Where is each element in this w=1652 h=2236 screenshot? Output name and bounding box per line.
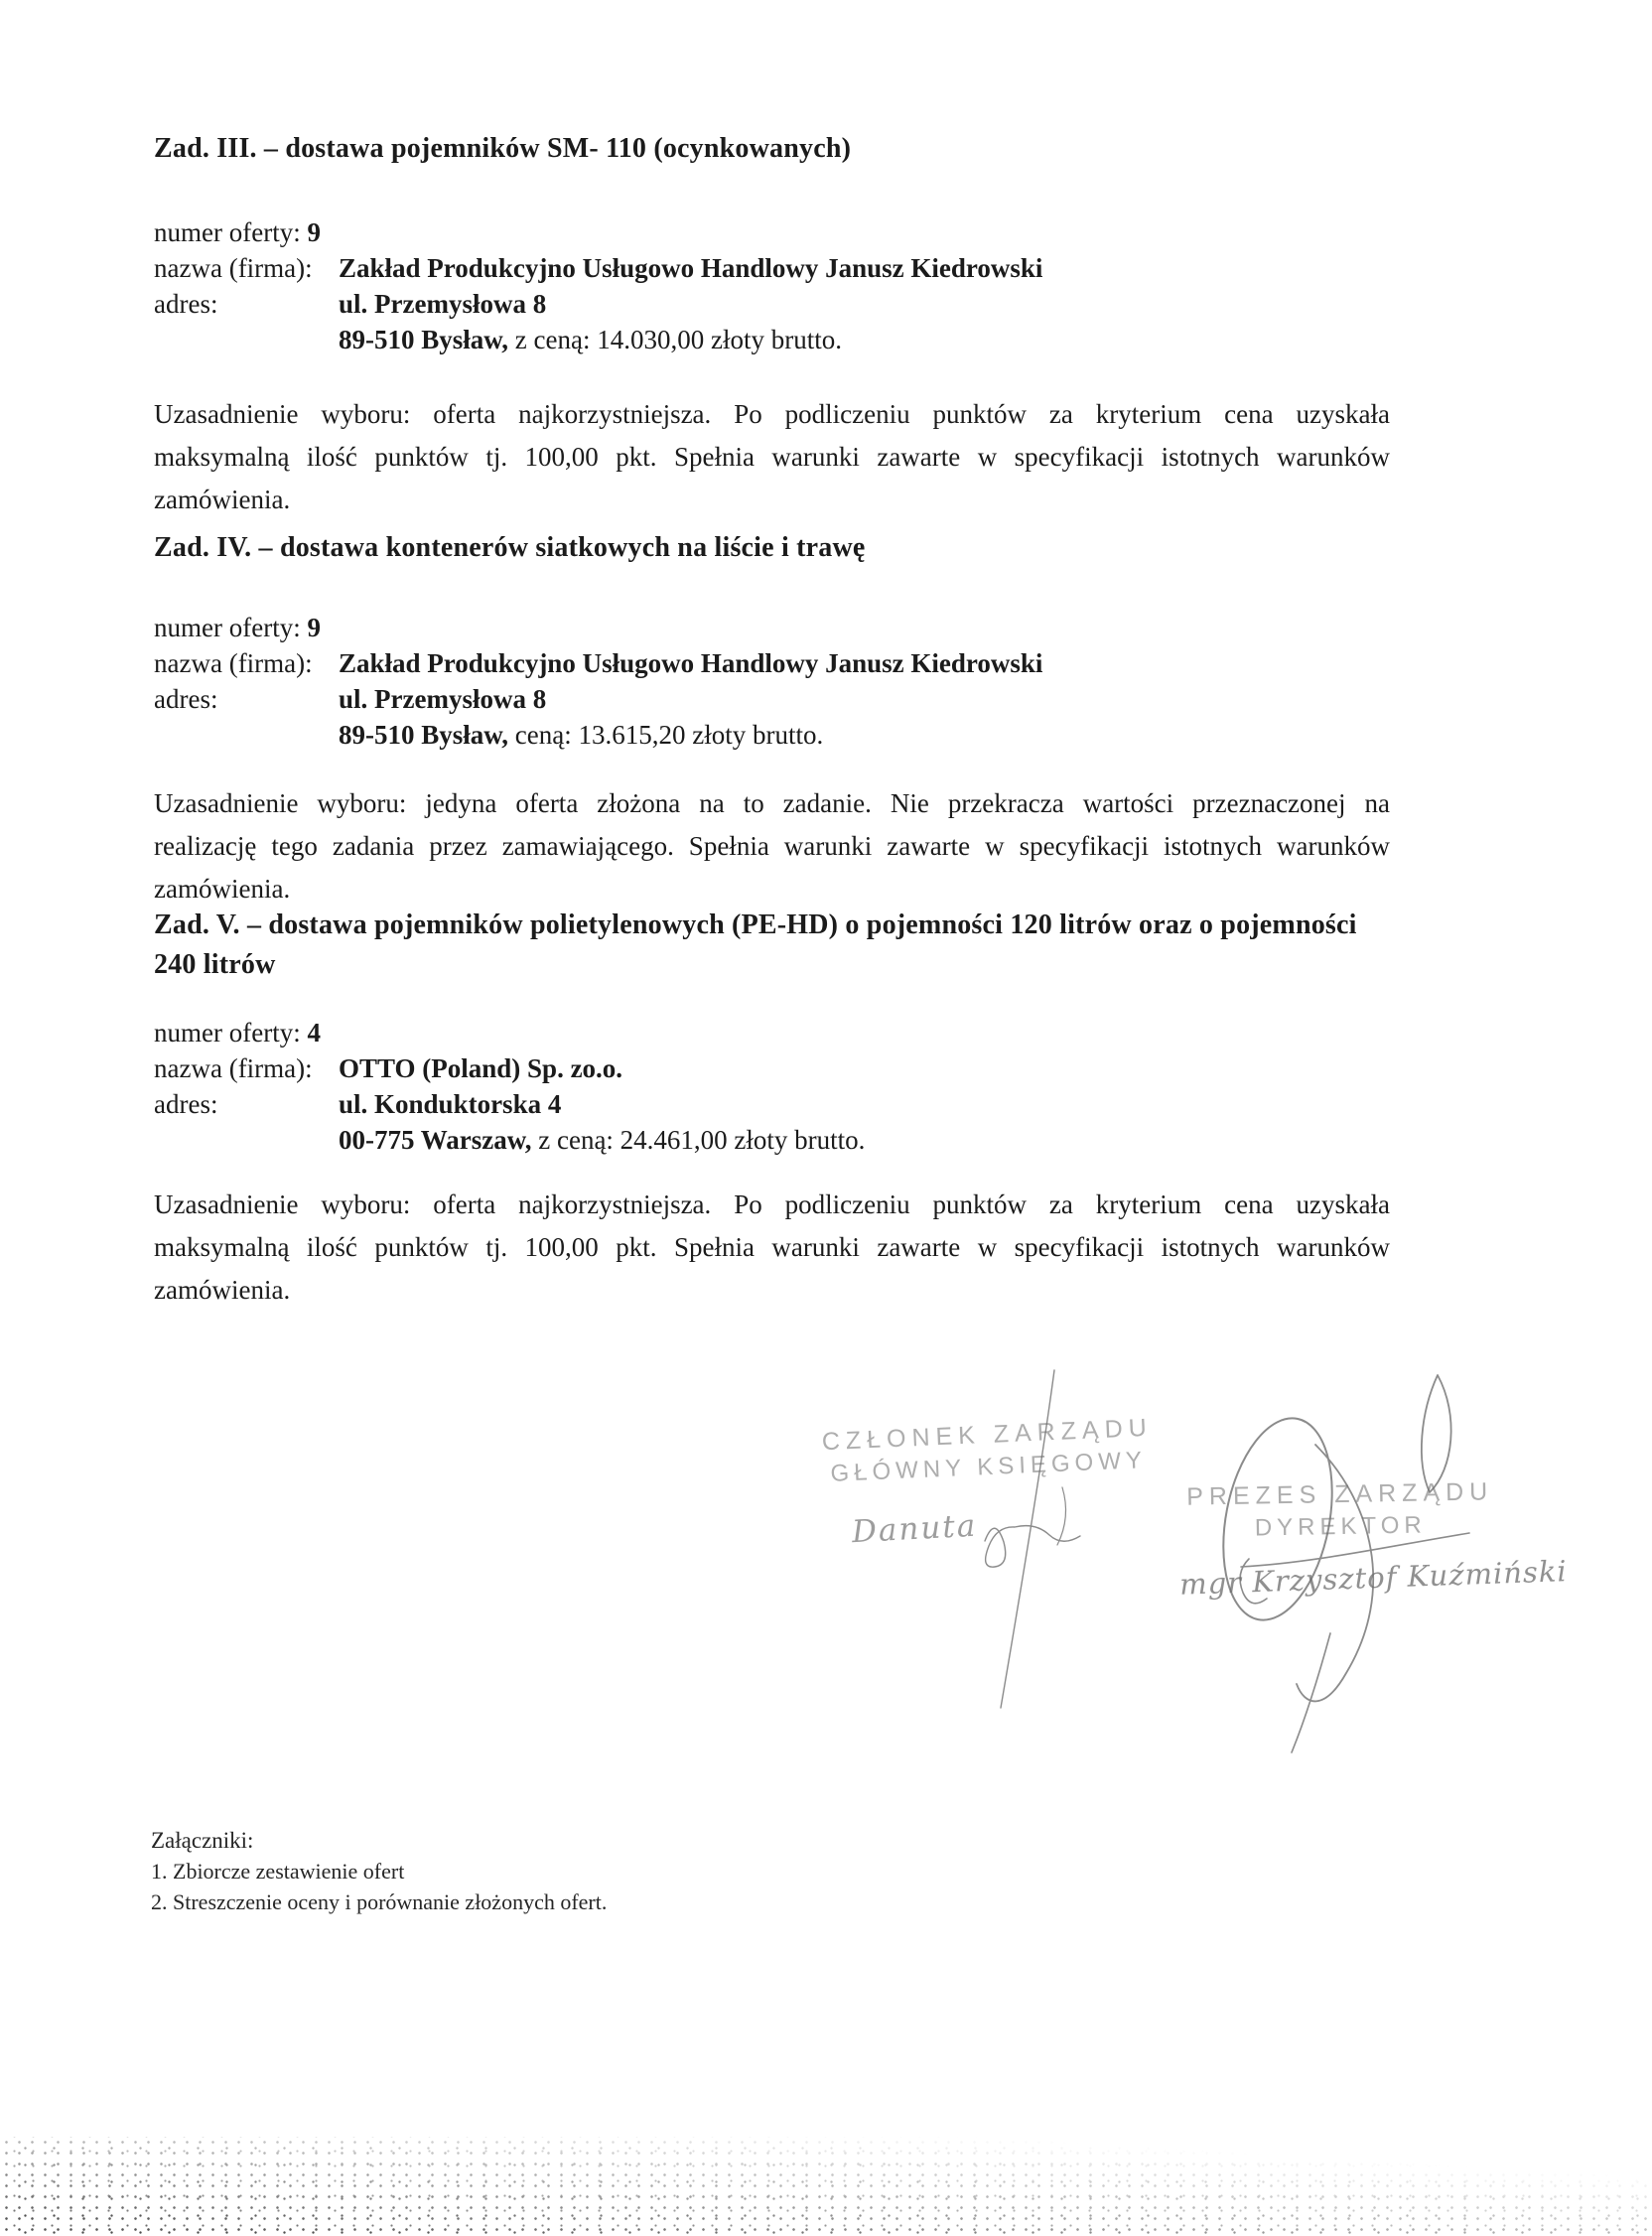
stamp-title-line: GŁÓWNY KSIĘGOWY	[829, 1447, 1148, 1487]
handwritten-signature-right: mgr Krzysztof Kuźmiński	[1178, 1554, 1569, 1602]
offer-number-row	[154, 214, 1390, 250]
price-text: z ceną: 24.461,00 złoty brutto.	[531, 1125, 866, 1155]
attachments-title: Załączniki:	[151, 1828, 254, 1853]
company-name-row	[154, 645, 1390, 681]
price-text: ceną: 13.615,20 złoty brutto.	[508, 720, 824, 750]
offer-details	[154, 214, 1390, 357]
address-label: adres:	[154, 1089, 218, 1119]
offer-details	[154, 1015, 1390, 1158]
section-zad-iv	[154, 528, 1390, 910]
address-city-price-row	[154, 1122, 1390, 1158]
offer-number-value: 4	[307, 1018, 321, 1048]
stamp-title-line: PREZES ZARZĄDU	[1185, 1477, 1494, 1511]
section-heading: Zad. III. – dostawa pojemników SM- 110 (ocynkowanych)	[154, 133, 852, 164]
signature-ink-strokes	[774, 1330, 1588, 1757]
address-label: adres:	[154, 684, 218, 714]
company-name-value: Zakład Produkcyjno Usługowo Handlowy Janusz Kiedrowski	[339, 253, 1043, 283]
address-street: ul. Przemysłowa 8	[339, 684, 547, 714]
company-name-value: Zakład Produkcyjno Usługowo Handlowy Janusz Kiedrowski	[339, 648, 1043, 678]
offer-details	[154, 610, 1390, 753]
handwritten-signature-left: Danuta	[851, 1507, 979, 1551]
offer-number-label: numer oferty:	[154, 1018, 301, 1048]
address-label: adres:	[154, 289, 218, 319]
offer-number-value: 9	[307, 217, 321, 247]
company-name-label: nazwa (firma):	[154, 253, 313, 283]
section-heading: Zad. IV. – dostawa kontenerów siatkowych na liście i trawę	[154, 532, 866, 563]
justification-paragraph: Uzasadnienie wyboru: oferta najkorzystniejsza. Po podliczeniu punktów za kryterium cena uzyskała maksymalną ilość punktów tj. 100,00 pkt. Spełnia warunki zawarte w specyfikacji istotnych warunków zamówienia.	[154, 1189, 1390, 1305]
offer-number-row	[154, 1015, 1390, 1050]
company-name-label: nazwa (firma):	[154, 648, 313, 678]
section-heading: Zad. V. – dostawa pojemników polietylenowych (PE-HD) o pojemności 120 litrów oraz o pojemności 240 litrów	[154, 909, 1357, 980]
section-zad-iii	[154, 129, 1390, 521]
company-name-value: OTTO (Poland) Sp. zo.o.	[339, 1053, 623, 1083]
offer-number-label: numer oferty:	[154, 613, 301, 642]
address-city-price-row	[154, 322, 1390, 357]
offer-number-row	[154, 610, 1390, 645]
justification-paragraph: Uzasadnienie wyboru: jedyna oferta złożona na to zadanie. Nie przekracza wartości przeznaczonej na realizację tego zadania przez zamawiającego. Spełnia warunki zawarte w specyfikacji istotnych warunków zamówienia.	[154, 788, 1390, 904]
address-city: 00-775 Warszaw,	[339, 1125, 532, 1155]
justification-paragraph: Uzasadnienie wyboru: oferta najkorzystniejsza. Po podliczeniu punktów za kryterium cena uzyskała maksymalną ilość punktów tj. 100,00 pkt. Spełnia warunki zawarte w specyfikacji istotnych warunków zamówienia.	[154, 399, 1390, 514]
company-name-row	[154, 250, 1390, 286]
attachment-item: 2. Streszczenie oceny i porównanie złożonych ofert.	[151, 1889, 608, 1914]
address-city: 89-510 Bysław,	[339, 720, 509, 750]
section-zad-v	[154, 906, 1390, 1312]
price-text: z ceną: 14.030,00 złoty brutto.	[508, 325, 842, 354]
signature-area	[774, 1330, 1588, 1757]
address-street: ul. Przemysłowa 8	[339, 289, 547, 319]
company-name-label: nazwa (firma):	[154, 1053, 313, 1083]
address-city-price-row	[154, 717, 1390, 753]
address-row	[154, 286, 1390, 322]
offer-number-label: numer oferty:	[154, 217, 301, 247]
company-name-row	[154, 1050, 1390, 1086]
scanner-noise-band	[0, 2137, 1652, 2236]
address-street: ul. Konduktorska 4	[339, 1089, 562, 1119]
stamp-title-line: CZŁONEK ZARZĄDU	[821, 1413, 1154, 1457]
attachments-list	[151, 1825, 607, 1917]
address-row	[154, 1086, 1390, 1122]
stamp-title-line: DYREKTOR	[1254, 1511, 1427, 1542]
attachment-item: 1. Zbiorcze zestawienie ofert	[151, 1859, 405, 1884]
address-row	[154, 681, 1390, 717]
offer-number-value: 9	[307, 613, 321, 642]
address-city: 89-510 Bysław,	[339, 325, 509, 354]
